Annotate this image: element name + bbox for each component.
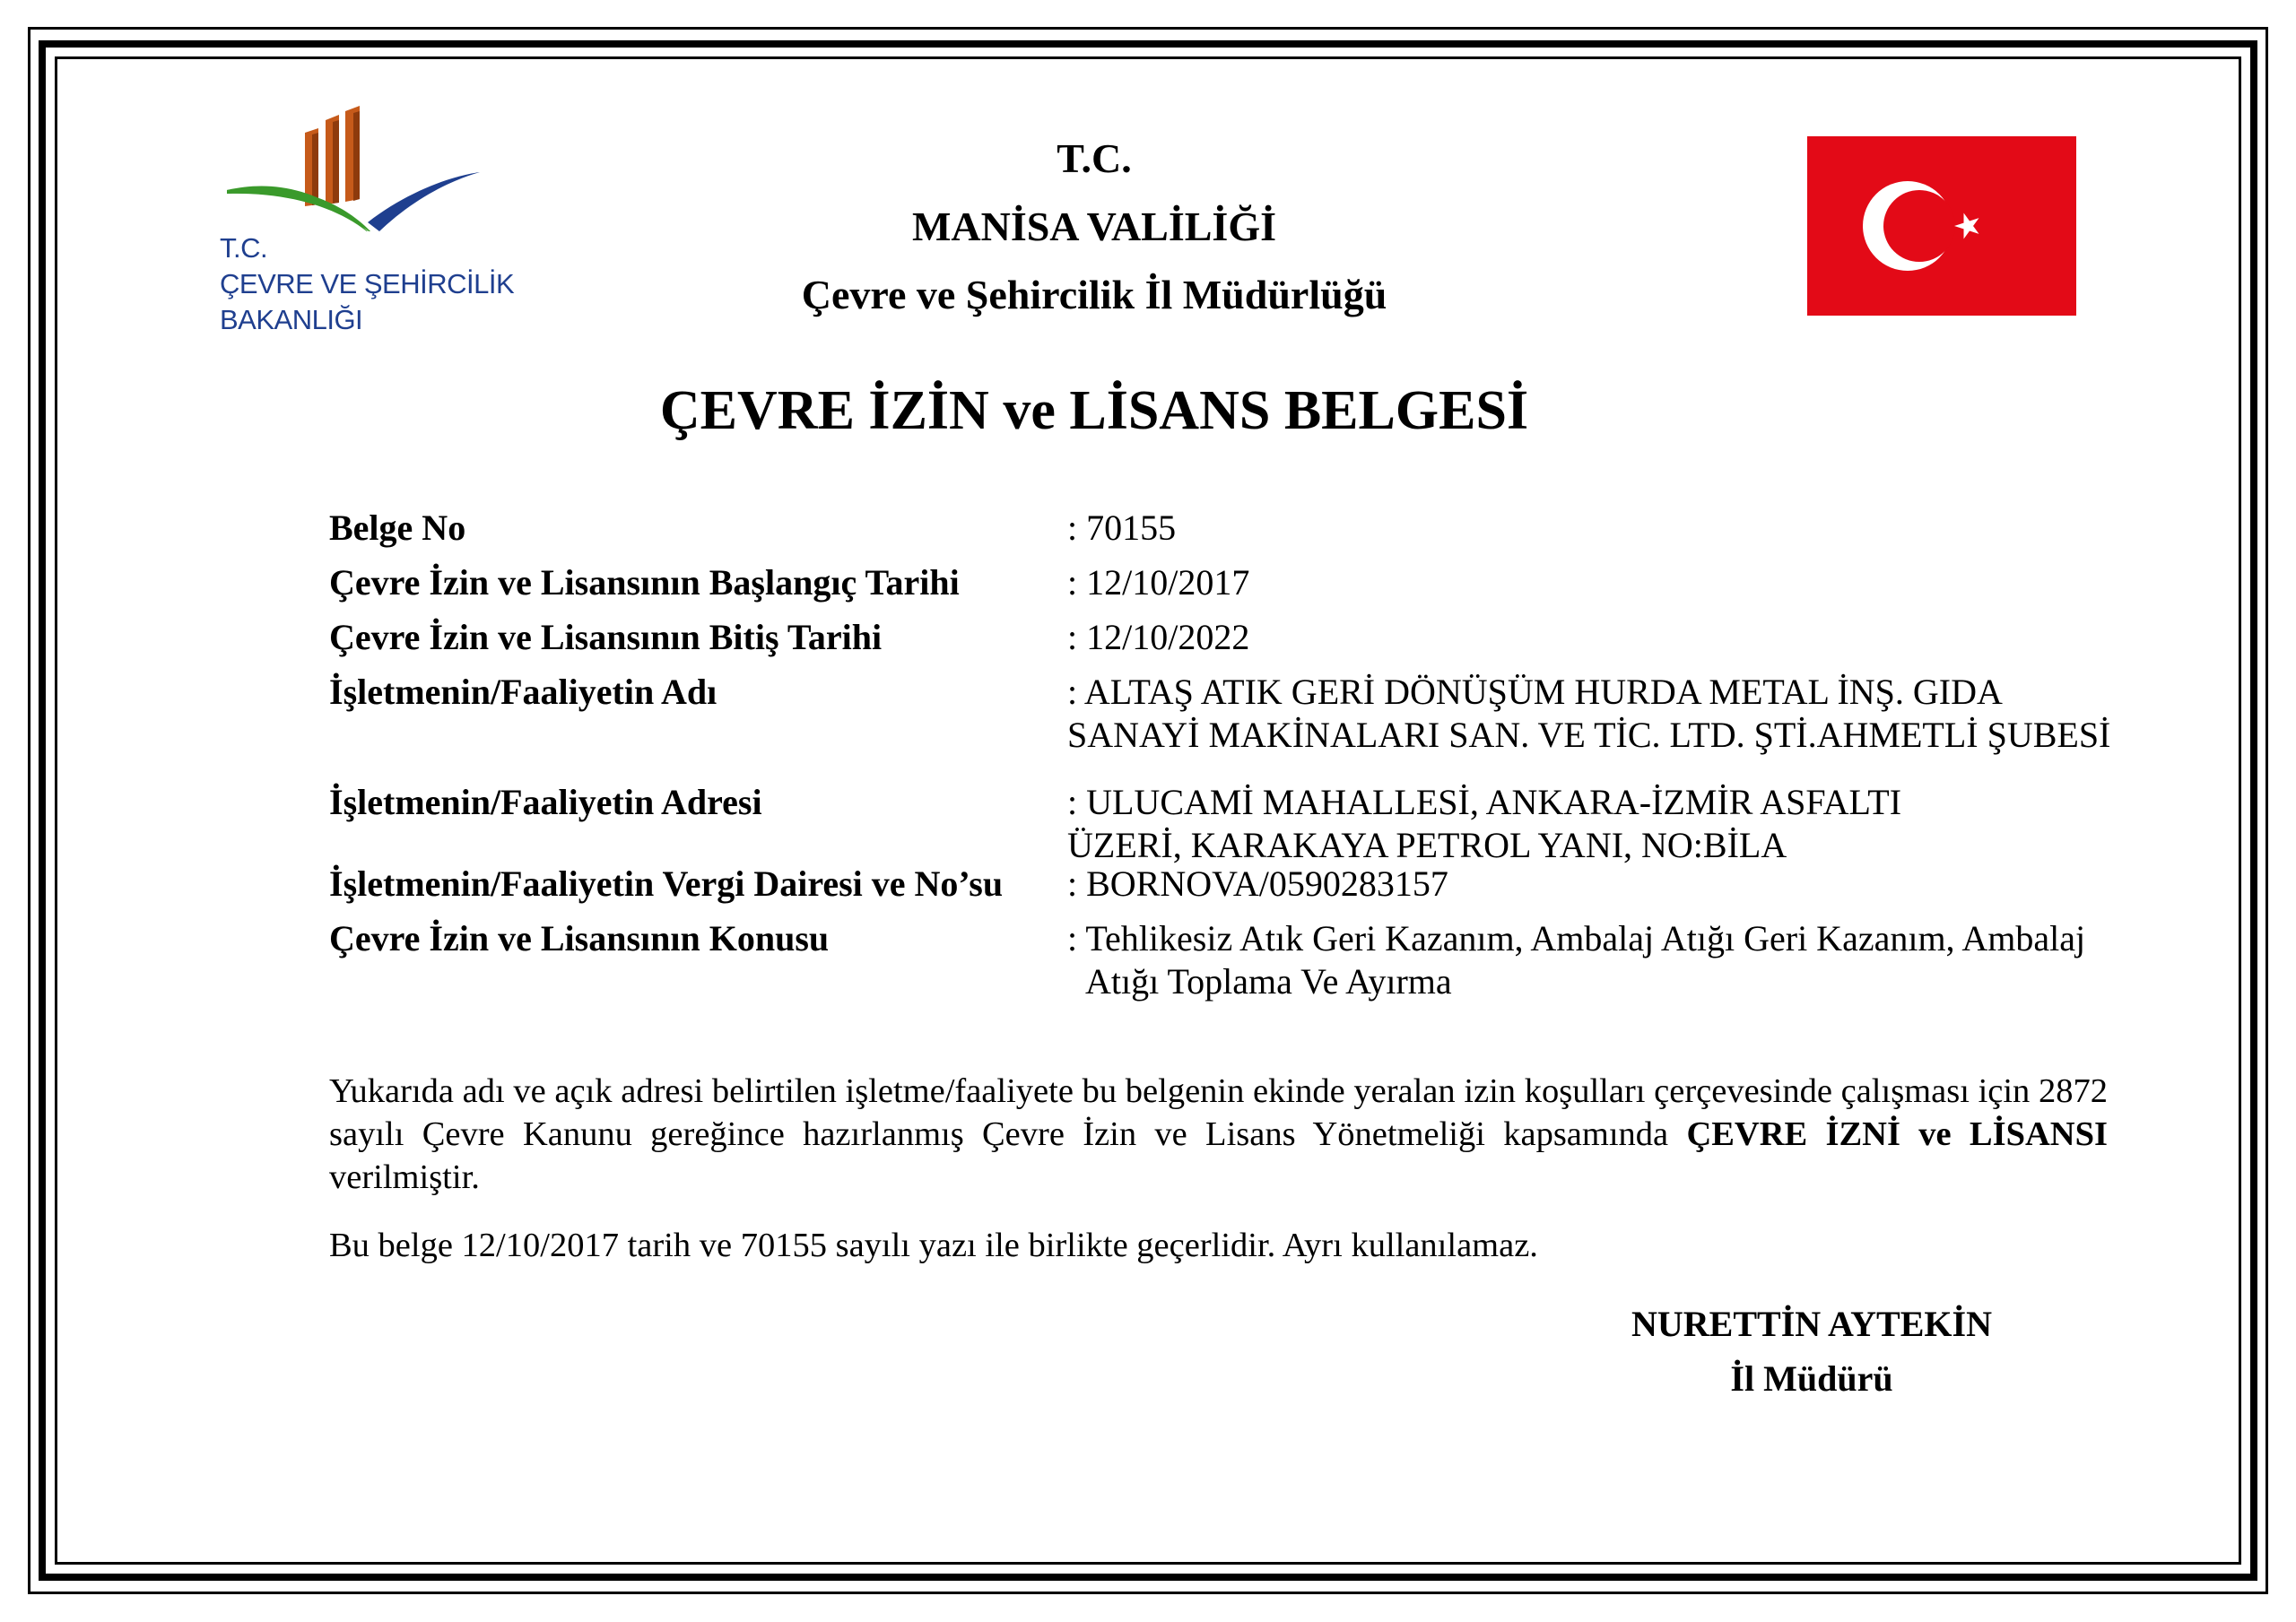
permit-statement-tail: verilmiştir. — [329, 1158, 480, 1196]
field-value-business-name — [1067, 671, 2110, 757]
field-value-business-name-line1: : ALTAŞ ATIK GERİ DÖNÜŞÜM HURDA METAL İNŞ. GIDA — [1067, 672, 2003, 712]
crescent-star-icon — [1807, 136, 2076, 316]
turkish-flag — [1807, 136, 2076, 316]
header-directorate: Çevre ve Şehircilik İl Müdürlüğü — [801, 272, 1387, 317]
field-value-tax-office: : BORNOVA/0590283157 — [1067, 863, 1448, 904]
field-value-subject — [1067, 917, 2085, 1003]
header-governorship: MANİSA VALİLİĞİ — [911, 204, 1277, 249]
validity-note: Bu belge 12/10/2017 tarih ve 70155 sayılı yazı ile birlikte geçerlidir. Ayrı kullanılamaz. — [329, 1227, 1538, 1264]
field-value-address — [1067, 781, 1901, 867]
logo-text-tc: T.C. — [220, 232, 268, 264]
field-label-address: İşletmenin/Faaliyetin Adresi — [329, 782, 762, 822]
field-label-subject: Çevre İzin ve Lisansının Konusu — [329, 918, 830, 958]
document-title: ÇEVRE İZİN ve LİSANS BELGESİ — [659, 380, 1529, 441]
field-value-belge-no: : 70155 — [1067, 507, 1177, 548]
field-label-business-name: İşletmenin/Faaliyetin Adı — [329, 672, 718, 712]
field-value-business-name-line2: SANAYİ MAKİNALARI SAN. VE TİC. LTD. ŞTİ.AHMETLİ ŞUBESİ — [1067, 715, 2111, 755]
field-value-end-date: : 12/10/2022 — [1067, 617, 1250, 657]
field-label-end-date: Çevre İzin ve Lisansının Bitiş Tarihi — [329, 617, 883, 657]
field-value-address-line1: : ULUCAMİ MAHALLESİ, ANKARA-İZMİR ASFALTI — [1067, 782, 1902, 822]
field-label-start-date: Çevre İzin ve Lisansının Başlangıç Tarihi — [329, 562, 960, 603]
header-tc: T.C. — [1057, 135, 1132, 181]
permit-statement-text: Yukarıda adı ve açık adresi belirtilen işletme/faaliyete bu belgenin ekinde yeralan izin koşulları çerçevesinde çalışması için 2872 sayılı Çevre Kanunu gereğince hazırlanmış Çevre İzin ve Lisans Yönetmeliği kapsamında — [329, 1072, 2108, 1153]
permit-statement-paragraph — [329, 1070, 2108, 1199]
logo-text-bakanligi: BAKANLIĞI — [220, 304, 363, 335]
field-value-start-date: : 12/10/2017 — [1067, 562, 1250, 603]
signatory-title: İl Müdürü — [1730, 1358, 1893, 1399]
logo-text-ministry: ÇEVRE VE ŞEHİRCİLİK — [220, 268, 515, 299]
field-label-belge-no: Belge No — [329, 507, 466, 548]
permit-statement-bold: ÇEVRE İZNİ ve LİSANSI — [1686, 1115, 2108, 1153]
ministry-logo — [220, 106, 515, 348]
field-value-subject-line1: : Tehlikesiz Atık Geri Kazanım, Ambalaj Atığı Geri Kazanım, Ambalaj — [1067, 918, 2086, 958]
field-value-address-line2: ÜZERİ, KARAKAYA PETROL YANI, NO:BİLA — [1067, 825, 1787, 865]
field-value-subject-line2: Atığı Toplama Ve Ayırma — [1085, 961, 1452, 1002]
signatory-name: NURETTİN AYTEKİN — [1631, 1304, 1992, 1344]
field-label-tax-office: İşletmenin/Faaliyetin Vergi Dairesi ve No’su — [329, 863, 1004, 904]
ministry-logo-graphic — [220, 106, 507, 231]
